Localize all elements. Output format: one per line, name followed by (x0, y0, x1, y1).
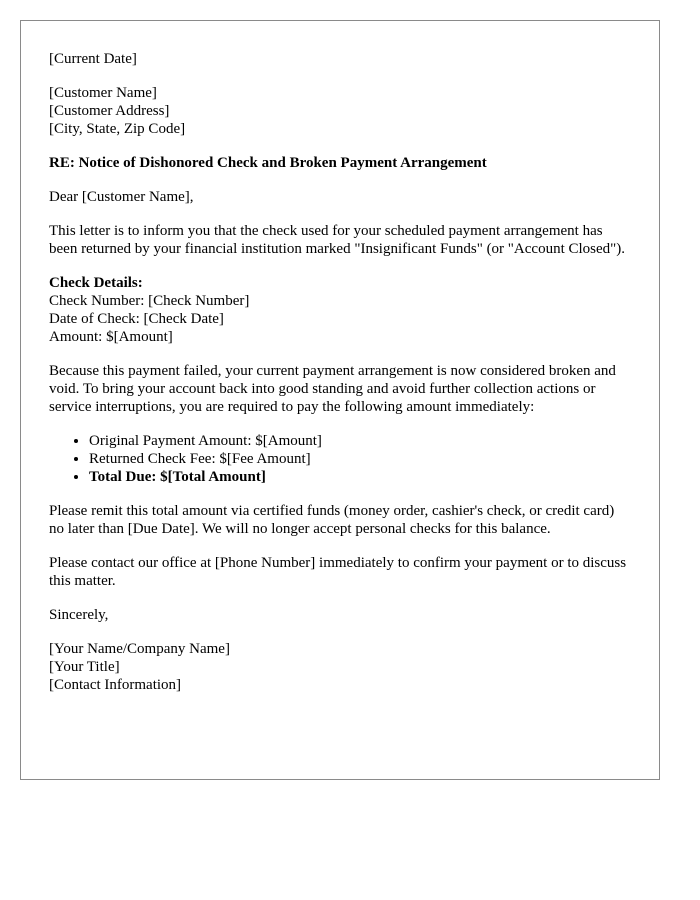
list-item-returned-fee: • Returned Check Fee: $[Fee Amount] (89, 450, 631, 468)
list-item-original-amount: • Original Payment Amount: $[Amount] (89, 432, 631, 450)
recipient-address: [Customer Address] (49, 103, 170, 119)
signature-block (49, 640, 631, 694)
amount-due-list (49, 432, 631, 486)
recipient-name: [Customer Name] (49, 85, 157, 101)
intro-paragraph: This letter is to inform you that the check used for your scheduled payment arrangement has been returned by your financial institution marked "Insignificant Funds" (or "Account Closed"). (49, 223, 626, 257)
letter-page (20, 20, 660, 780)
signature-contact: [Contact Information] (49, 677, 182, 693)
subject-line: RE: Notice of Dishonored Check and Broken Payment Arrangement (49, 155, 487, 171)
salutation: Dear [Customer Name], (49, 189, 194, 205)
letter-date-block (49, 50, 631, 68)
check-date: Date of Check: [Check Date] (49, 311, 224, 327)
closing: Sincerely, (49, 607, 109, 623)
check-details-block (49, 274, 631, 346)
signature-title: [Your Title] (49, 659, 120, 675)
remit-paragraph: Please remit this total amount via certified funds (money order, cashier's check, or credit card) no later than [Due Date]. We will no longer accept personal checks for this balance. (49, 503, 615, 537)
recipient-city-state-zip: [City, State, Zip Code] (49, 121, 186, 137)
contact-paragraph: Please contact our office at [Phone Number] immediately to confirm your payment or to discuss this matter. (49, 555, 627, 589)
recipient-address-block (49, 84, 631, 138)
check-amount: Amount: $[Amount] (49, 329, 173, 345)
broken-arrangement-paragraph: Because this payment failed, your current payment arrangement is now considered broken and void. To bring your account back into good standing and avoid further collection actions or service interruptions, you are required to pay the following amount immediately: (49, 363, 616, 415)
signature-name: [Your Name/Company Name] (49, 641, 230, 657)
check-number: Check Number: [Check Number] (49, 293, 250, 309)
list-item-total-due: • Total Due: $[Total Amount] (89, 468, 631, 486)
letter-date: [Current Date] (49, 51, 137, 67)
check-details-heading: Check Details: (49, 275, 143, 291)
